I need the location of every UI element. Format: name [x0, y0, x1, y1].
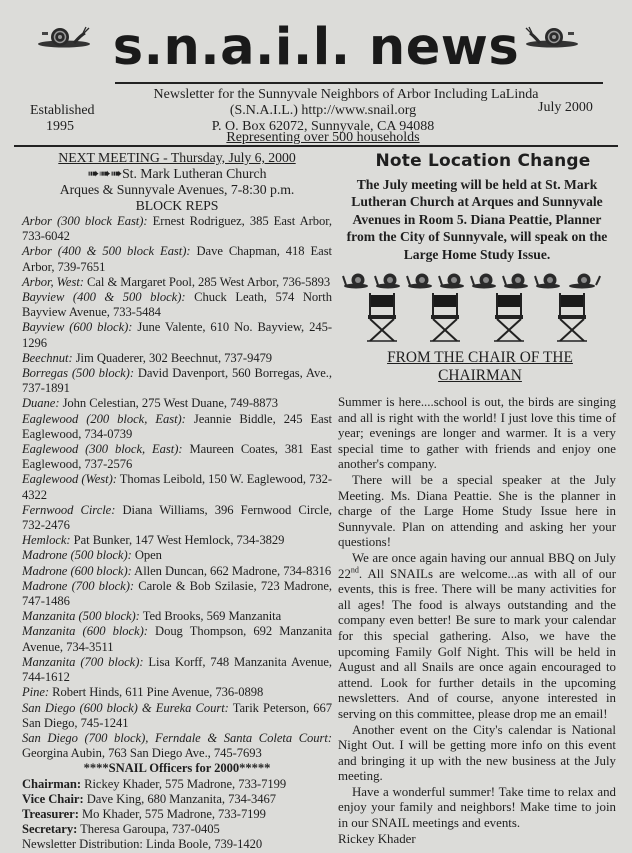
list-item: Pine: Robert Hinds, 611 Pine Avenue, 736-0898: [22, 685, 264, 700]
list-item: Borregas (500 block): David Davenport, 560 Borregas, Ave., 737-1891: [22, 366, 332, 396]
director-chair-icon: [556, 293, 588, 343]
list-item: Manzanita (500 block): Ted Brooks, 569 Manzanita: [22, 609, 282, 624]
chairman-letter: [338, 395, 616, 847]
list-item: San Diego (600 block) & Eureka Court: Tarik Peterson, 667 San Diego, 745-1241: [22, 700, 332, 730]
meeting-address: Arques & Sunnyvale Avenues, 7-8:30 p.m.: [59, 182, 295, 197]
paragraph: Have a wonderful summer! Take time to relax and enjoy your family and neighbors! Make time to join in our SNAIL meetings and events.: [338, 784, 616, 831]
header-rule: [14, 145, 618, 147]
established-year: 1995: [46, 119, 74, 134]
snail-divider: [338, 271, 616, 291]
list-item: San Diego (700 block), Ferndale & Santa Coleta Court: Georgina Aubin, 763 San Diego Ave., 745-7693: [22, 730, 332, 761]
director-chairs: [338, 293, 616, 343]
left-column: [22, 150, 332, 853]
list-item: Newsletter Distribution: Linda Boole, 739-1420: [22, 837, 263, 852]
issue-date: July 2000: [538, 100, 593, 115]
list-item: Beechnut: Jim Quaderer, 302 Beechnut, 737-9479: [22, 350, 273, 365]
list-item: Bayview (400 & 500 block): Chuck Leath, 574 North Bayview Avenue, 733-5484: [22, 290, 332, 320]
list-item: Manzanita (700 block): Lisa Korff, 748 Manzanita Avenue, 744-1612: [22, 654, 332, 685]
list-item: Treasurer: Mo Khader, 575 Madrone, 733-7199: [22, 806, 266, 821]
paragraph: Another event on the City's calendar is National Night Out. I will be getting more info on this event and bringing it up with the new business at the July meeting.: [338, 722, 616, 784]
list-item: Arbor (400 & 500 block East): Dave Chapman, 418 East Arbor, 739-7651: [22, 244, 332, 274]
list-item: Bayview (600 block): June Valente, 610 No. Bayview, 245-1296: [22, 320, 332, 350]
households-line: Representing over 500 households: [226, 130, 420, 145]
established-label: Established: [30, 103, 95, 118]
mailing-address: P. O. Box 62072, Sunnyvale, CA 94088: [211, 119, 435, 134]
chairman-heading: FROM THE CHAIR OF THE CHAIRMAN: [387, 349, 573, 385]
list-item: Eaglewood (West): Thomas Leibold, 150 W. Eaglewood, 732-4322: [22, 472, 332, 502]
list-item: Chairman: Rickey Khader, 575 Madrone, 733-7199: [22, 776, 287, 791]
list-item: Arbor, West: Cal & Margaret Pool, 285 West Arbor, 736-5893: [22, 274, 331, 289]
list-item: Fernwood Circle: Diana Williams, 396 Fernwood Circle, 732-2476: [22, 502, 332, 533]
newsletter-title: s.n.a.i.l. news: [112, 18, 520, 77]
location-change-banner: Note Location Change: [375, 151, 591, 171]
paragraph: We are once again having our annual BBQ on July 22nd. All SNAILs are welcome...as with all of our events, this is free. There will be many activities for all ages! The food is always outstanding and the company even better! Be sure to mark your calendar for this special gathering. Also, we have the upcoming Family Golf Night. This will be held in August and all Snails are once again encouraged to attend. Look for further details in the upcoming newsletters. And of course, anyone interested in serving on this committee, please drop me an email!: [338, 550, 616, 721]
list-item: Eaglewood (200 block, East): Jeannie Biddle, 245 East Eaglewood, 734-0739: [22, 411, 332, 441]
snail-row-icon: [342, 271, 602, 291]
list-item: Manzanita (600 block): Doug Thompson, 692 Manzanita Avenue, 734-3511: [22, 624, 332, 654]
signature: Rickey Khader: [338, 831, 416, 846]
masthead-rule: [115, 82, 603, 84]
list-item: Madrone (600 block): Allen Duncan, 662 Madrone, 734-8316: [22, 563, 332, 578]
list-item: Vice Chair: Dave King, 680 Manzanita, 734-3467: [22, 791, 276, 806]
officers-heading: ****SNAIL Officers for 2000*****: [83, 761, 271, 776]
list-item: Hemlock: Pat Bunker, 147 West Hemlock, 734-3829: [22, 533, 285, 548]
list-item: Arbor (300 block East): Ernest Rodriguez, 385 East Arbor, 733-6042: [22, 214, 332, 244]
next-meeting-heading: NEXT MEETING - Thursday, July 6, 2000: [58, 150, 296, 165]
org-line: (S.N.A.I.L.) http://www.snail.org: [229, 103, 417, 118]
list-item: Madrone (500 block): Open: [22, 548, 162, 563]
list-item: Madrone (700 block): Carole & Bob Szilasie, 723 Madrone, 747-1486: [22, 578, 332, 609]
meeting-location: [22, 166, 332, 182]
paragraph: There will be a special speaker at the July Meeting. Ms. Diana Peattie. She is the planner in charge of the Large Home Study Issue here in Sunnyvale. Plan on attending and asking her your questions!: [338, 473, 616, 550]
officers-list: [22, 777, 332, 853]
tagline: Newsletter for the Sunnyvale Neighbors of Arbor Including LaLinda: [153, 87, 539, 102]
right-column: [338, 150, 616, 847]
director-chair-icon: [366, 293, 398, 343]
director-chair-icon: [429, 293, 461, 343]
list-item: Duane: John Celestian, 275 West Duane, 749-8873: [22, 396, 278, 411]
meeting-church: St. Mark Lutheran Church: [122, 166, 267, 181]
arrow-icon: ➠➠➠: [87, 166, 123, 181]
director-chair-icon: [493, 293, 525, 343]
list-item: Secretary: Theresa Garoupa, 737-0405: [22, 822, 220, 837]
paragraph: Summer is here....school is out, the birds are singing and all is right with the world! I just love this time of year; evenings are longer and warmer. It is a very special time to gather with friends and enjoy one another's company.: [338, 395, 616, 472]
list-item: Eaglewood (300 block, East): Maureen Coates, 381 East Eaglewood, 737-2576: [22, 442, 332, 472]
block-reps-heading: BLOCK REPS: [135, 198, 219, 213]
block-reps-list: [22, 214, 332, 761]
location-change-text: The July meeting will be held at St. Mark Lutheran Church at Arques and Sunnyvale Avenues in Room 5. Diana Peattie, Planner from the City of Sunnyvale, will speak on the Large Home Study Issue.: [346, 177, 608, 262]
